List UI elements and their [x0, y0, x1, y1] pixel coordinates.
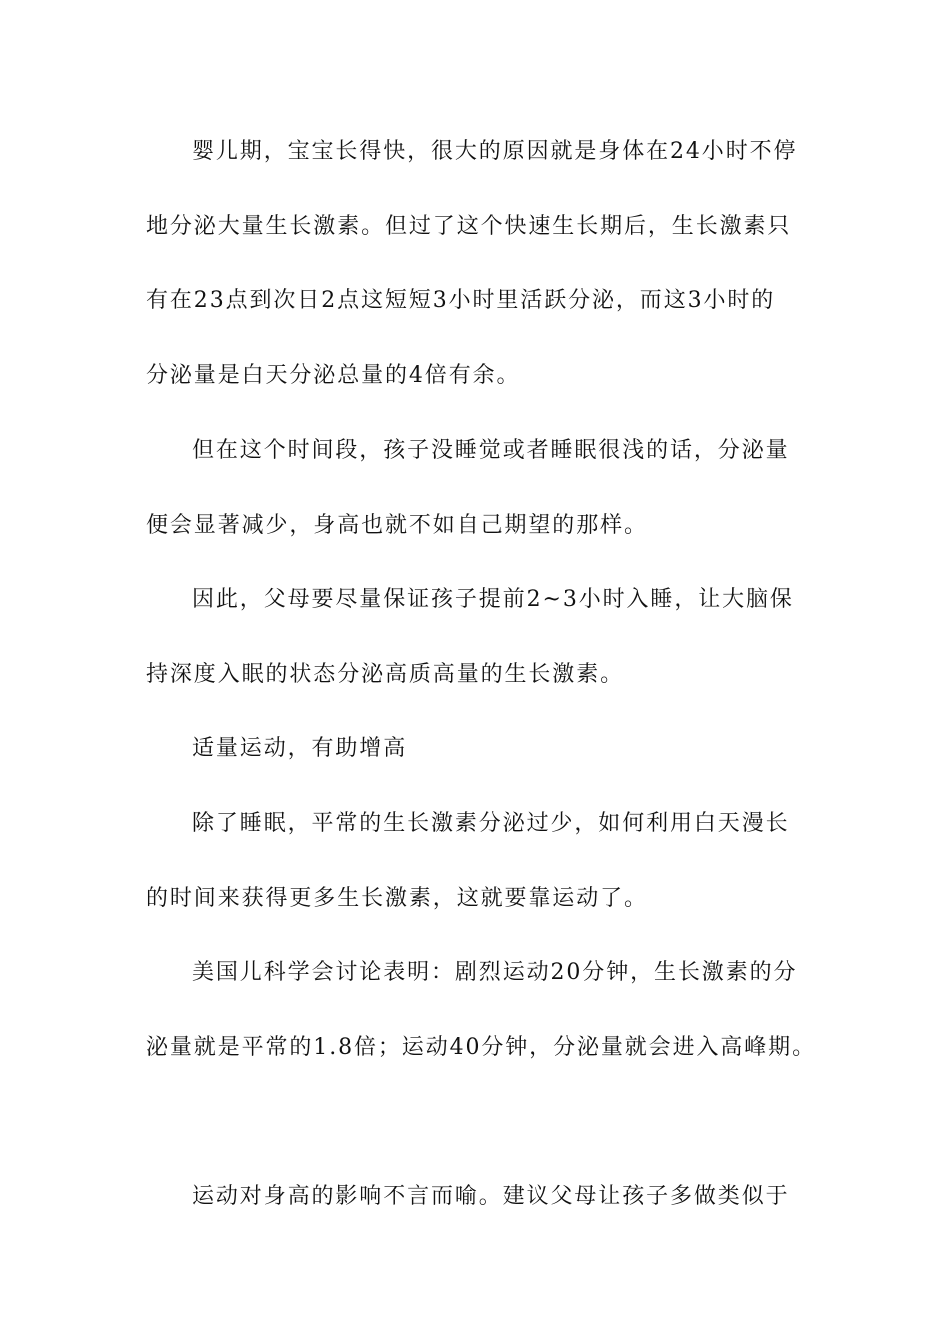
- section-heading: 适量运动，有助增高: [192, 736, 408, 761]
- paragraph-line: 但在这个时间段，孩子没睡觉或者睡眠很浅的话，分泌量: [192, 438, 790, 463]
- paragraph-line: 的时间来获得更多生长激素，这就要靠运动了。: [146, 886, 648, 911]
- paragraph-line: 地分泌大量生长激素。但过了这个快速生长期后，生长激素只: [146, 214, 792, 239]
- paragraph-line: 除了睡眠，平常的生长激素分泌过少，如何利用白天漫长: [192, 811, 790, 836]
- paragraph-line: 因此，父母要尽量保证孩子提前2~3小时入睡，让大脑保: [192, 587, 794, 612]
- paragraph-line: 运动对身高的影响不言而喻。建议父母让孩子多做类似于: [192, 1184, 790, 1209]
- paragraph-line: 便会显著减少，身高也就不如自己期望的那样。: [146, 513, 648, 538]
- paragraph-line: 持深度入眠的状态分泌高质高量的生长激素。: [146, 662, 625, 687]
- paragraph-line: 婴儿期，宝宝长得快，很大的原因就是身体在24小时不停: [192, 139, 798, 164]
- paragraph-line: 有在23点到次日2点这短短3小时里活跃分泌，而这3小时的: [146, 288, 776, 313]
- paragraph-line: 泌量就是平常的1.8倍；运动40分钟，分泌量就会进入高峰期。: [146, 1035, 816, 1060]
- paragraph-line: 美国儿科学会讨论表明：剧烈运动20分钟，生长激素的分: [192, 960, 798, 985]
- paragraph-line: 分泌量是白天分泌总量的4倍有余。: [146, 363, 521, 388]
